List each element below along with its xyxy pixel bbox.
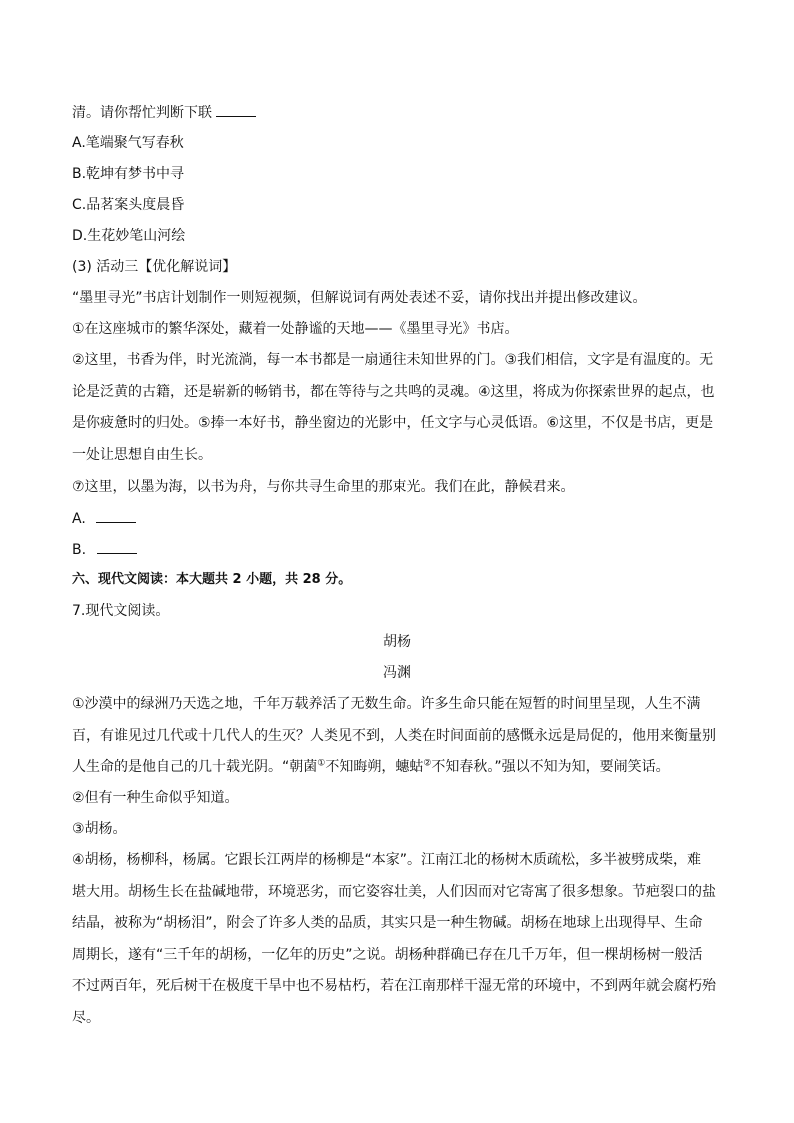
footnote-marker-1: ① bbox=[317, 758, 326, 769]
answer-b bbox=[72, 539, 722, 560]
article-p1-line-3-text-c: 不知春秋。”强以不知为知，要闹笑话。 bbox=[431, 759, 670, 775]
article-p4-line-4: 周期长，遂有“三千年的胡杨，一亿年的历史”之说。胡杨种群确已存在几千万年，但一棵胡杨树一般活 bbox=[72, 947, 703, 963]
answer-a-blank bbox=[96, 508, 136, 523]
answer-a-label: A. bbox=[72, 511, 86, 527]
section-six-heading: 六、现代文阅读：本大题共 2 小题，共 28 分。 bbox=[72, 572, 352, 587]
article-p1-line-3-text-b: 不知晦朔，蟪蛄 bbox=[325, 759, 424, 775]
answer-b-blank bbox=[97, 539, 137, 554]
article-p1-line-2: 百，有谁见过几代或十几代人的生灭？人类见不到，人类在时间面前的感慨永远是局促的，他用来衡量别 bbox=[72, 728, 716, 744]
option-d: D.生花妙笔山河绘 bbox=[72, 228, 186, 244]
article-p1-line-1: ①沙漠中的绿洲乃天选之地，千年万载养活了无数生命。许多生命只能在短暂的时间里呈现，人生不满 bbox=[72, 696, 701, 712]
option-a: A.笔端聚气写春秋 bbox=[72, 135, 184, 151]
option-c: C.品茗案头度晨昏 bbox=[72, 197, 185, 213]
question-7: 7.现代文阅读。 bbox=[72, 603, 170, 619]
article-author: 冯渊 bbox=[383, 665, 411, 681]
paragraph-2-line-2: 论是泛黄的古籍，还是崭新的畅销书，都在等待与之共鸣的灵魂。④这里，将成为你探索世界的起点，也 bbox=[72, 384, 715, 400]
paragraph-2-line-1: ②这里，书香为伴，时光流淌，每一本书都是一扇通往未知世界的门。③我们相信，文字是有温度的。无 bbox=[72, 352, 714, 368]
question-tail bbox=[72, 102, 722, 123]
answer-blank bbox=[216, 102, 256, 117]
activity-three-intro: “墨里寻光”书店计划制作一则短视频，但解说词有两处表述不妥，请你找出并提出修改建议。 bbox=[72, 290, 647, 306]
paragraph-2-line-4: 一处让思想自由生长。 bbox=[72, 447, 212, 463]
sentence-7: ⑦这里，以墨为海，以书为舟，与你共寻生命里的那束光。我们在此，静候君来。 bbox=[72, 479, 575, 495]
footnote-marker-2: ② bbox=[423, 758, 432, 769]
article-p4-line-6: 尽。 bbox=[72, 1010, 100, 1026]
question-tail-text: 清。请你帮忙判断下联 bbox=[72, 105, 212, 121]
article-p3: ③胡杨。 bbox=[72, 821, 127, 837]
article-p4-line-5: 不过两百年，死后树干在极度干旱中也不易枯朽，若在江南那样干湿无常的环境中，不到两年就会腐朽殆 bbox=[72, 978, 716, 994]
sentence-1: ①在这座城市的繁华深处，藏着一处静谧的天地——《墨里寻光》书店。 bbox=[72, 321, 519, 337]
option-b: B.乾坤有梦书中寻 bbox=[72, 166, 185, 182]
article-title: 胡杨 bbox=[383, 634, 411, 650]
answer-b-label: B. bbox=[72, 542, 87, 558]
activity-three-title: (3) 活动三【优化解说词】 bbox=[72, 259, 237, 275]
article-p2: ②但有一种生命似乎知道。 bbox=[72, 790, 239, 806]
article-p1-line-3-text-a: 人生命的是他自己的几十载光阴。“朝菌 bbox=[72, 759, 318, 775]
paragraph-2-line-3: 是你疲惫时的归处。⑤捧一本好书，静坐窗边的光影中，任文字与心灵低语。⑥这里，不仅是书店，更是 bbox=[72, 415, 714, 431]
article-p1-line-3 bbox=[72, 757, 722, 777]
article-p4-line-2: 堪大用。胡杨生长在盐碱地带，环境恶劣，而它姿容壮美，人们因而对它寄寓了很多想象。节疤裂口的盐 bbox=[72, 884, 716, 900]
answer-a bbox=[72, 508, 722, 529]
article-p4-line-1: ④胡杨，杨柳科，杨属。它跟长江两岸的杨柳是“本家”。江南江北的杨树木质疏松，多半被劈成柴，难 bbox=[72, 852, 702, 868]
article-p4-line-3: 结晶，被称为“胡杨泪”，附会了许多人类的品质，其实只是一种生物碱。胡杨在地球上出现得早、生命 bbox=[72, 915, 703, 931]
